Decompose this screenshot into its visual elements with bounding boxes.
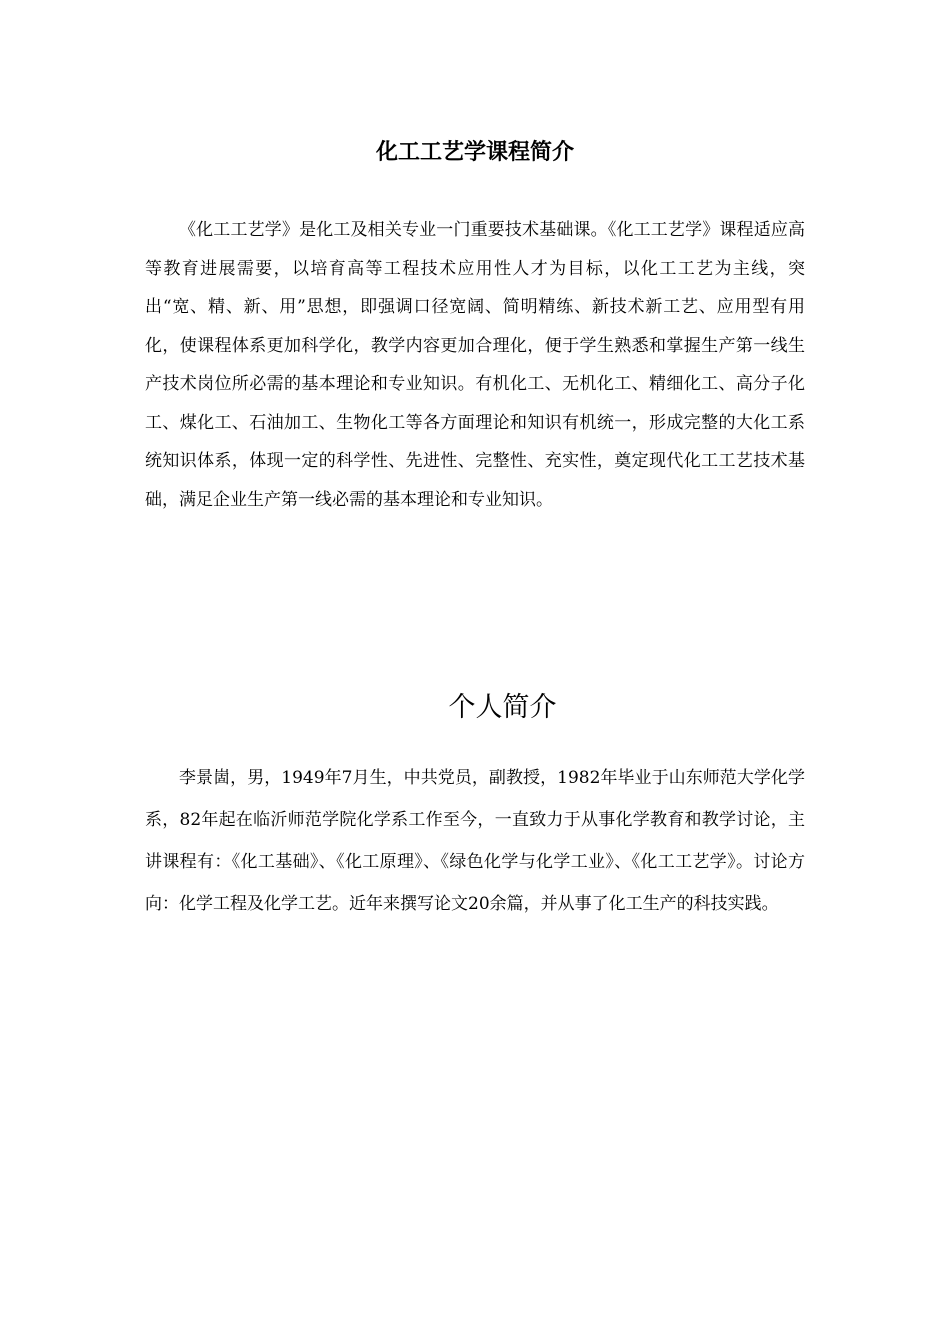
personal-profile-paragraph: 李景崮，男，1949年7月生，中共党员，副教授，1982年毕业于山东师范大学化学系，82年起在临沂师范学院化学系工作至今，一直致力于从事化学教育和教学讨论，主讲课程有：《化工基础》、《化工原理》、《绿色化学与化学工业》、《化工工艺学》。讨论方向：化学工程及化学工艺。近年来撰写论文20余篇，并从事了化工生产的科技实践。 — [145, 768, 805, 914]
course-intro-paragraph: 《化工工艺学》是化工及相关专业一门重要技术基础课。《化工工艺学》课程适应高等教育进展需要，以培育高等工程技术应用性人才为目标，以化工工艺为主线，突出“宽、精、新、用”思想，即强调口径宽阔、简明精练、新技术新工艺、应用型有用化，使课程体系更加科学化，教学内容更加合理化，便于学生熟悉和掌握生产第一线生产技术岗位所必需的基本理论和专业知识。有机化工、无机化工、精细化工、高分子化工、煤化工、石油加工、生物化工等各方面理论和知识有机统一，形成完整的大化工系统知识体系，体现一定的科学性、先进性、完整性、充实性，奠定现代化工工艺技术基础，满足企业生产第一线必需的基本理论和专业知识。 — [145, 220, 805, 510]
personal-profile-title: 个人简介 — [448, 692, 557, 723]
course-intro-title: 化工工艺学课程简介 — [375, 139, 574, 165]
